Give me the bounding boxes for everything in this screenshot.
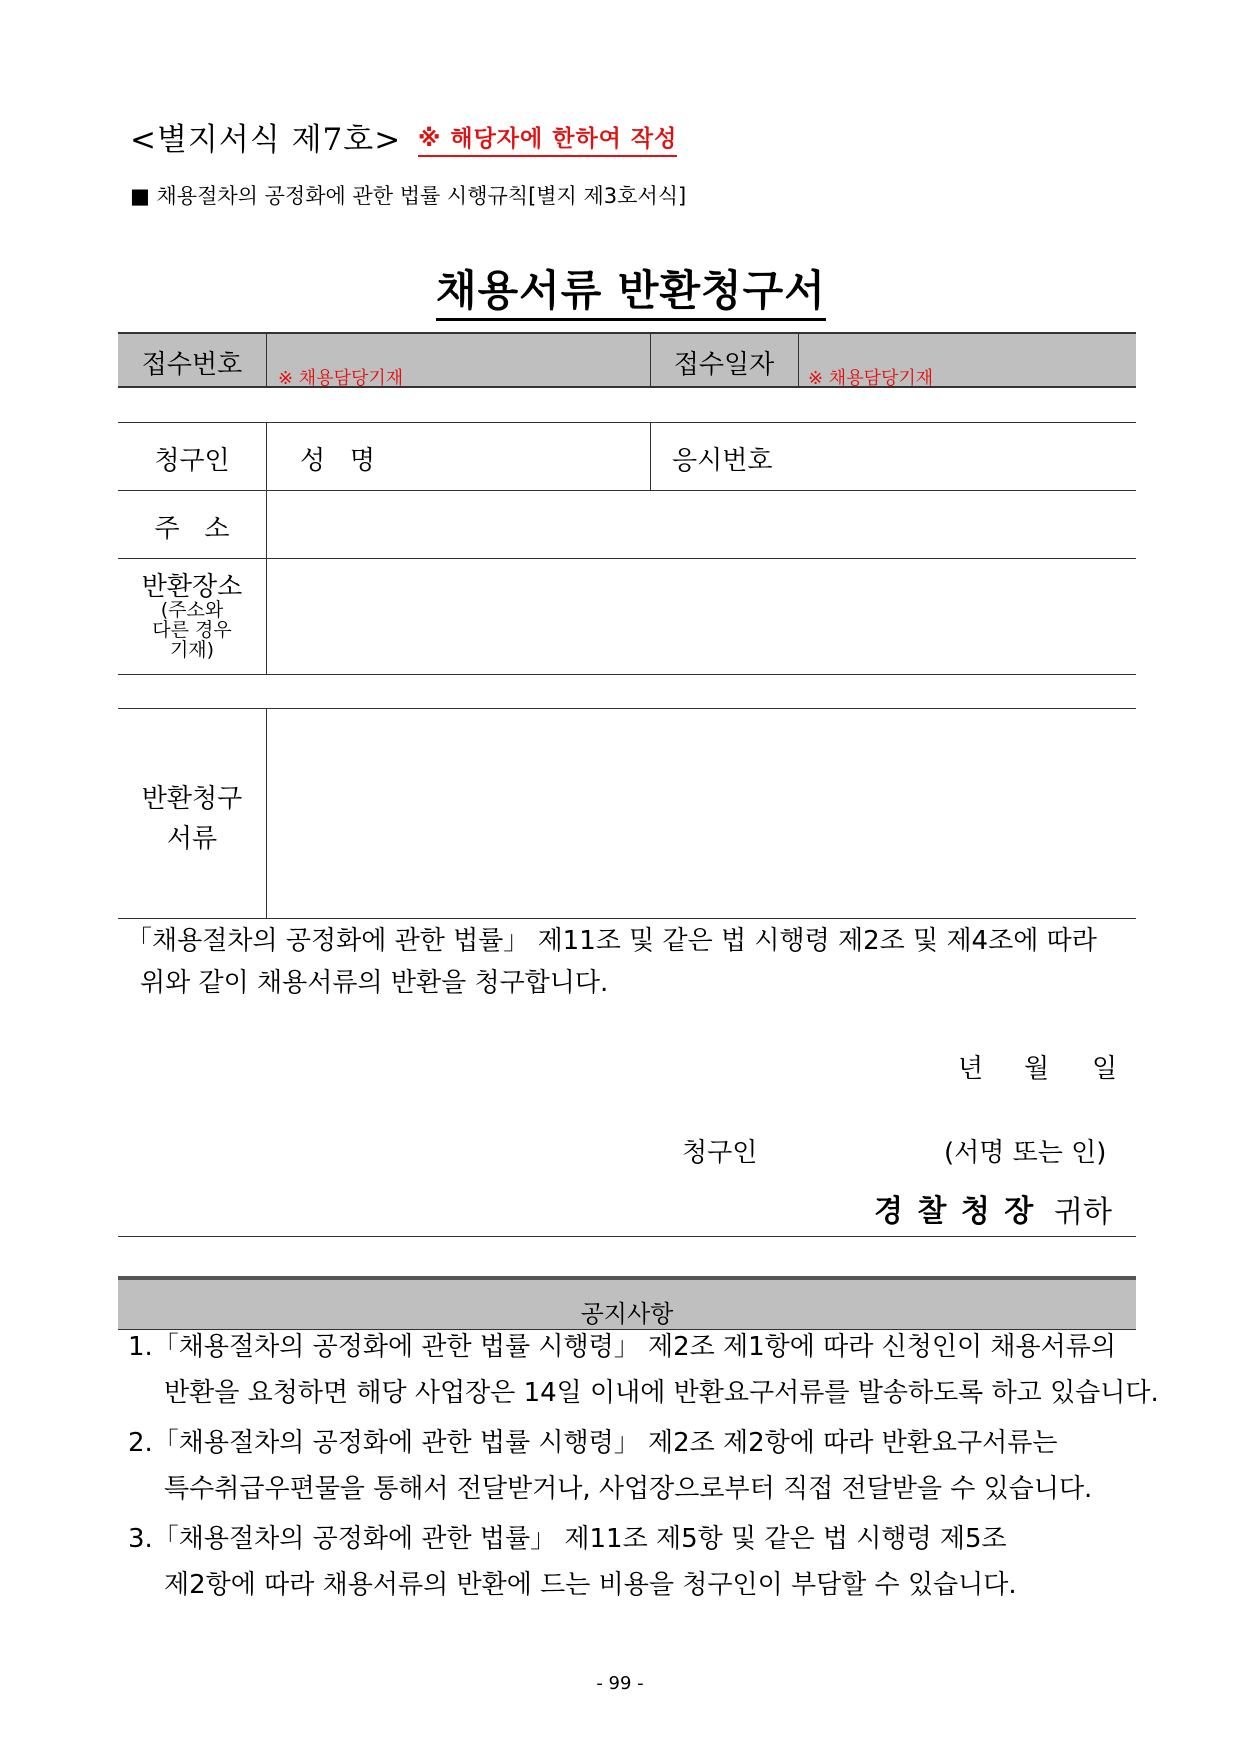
declaration-line2: 위와 같이 채용서류의 반환을 청구합니다. bbox=[140, 968, 609, 998]
notice-item-1-line2: 반환을 요청하면 해당 사업장은 14일 이내에 반환요구서류를 발송하도록 하고 있습니다. bbox=[164, 1378, 1159, 1408]
notice-header bbox=[118, 1276, 1136, 1330]
notice-title: 공지사항 bbox=[580, 1300, 674, 1328]
return-place-note-1: (주소와 bbox=[160, 599, 224, 621]
return-place-note-3: 기재) bbox=[169, 639, 215, 661]
notice-item-1-line1: 1.「채용절차의 공정화에 관한 법률 시행령」 제2조 제1항에 따라 신청인이 채용서류의 bbox=[128, 1332, 1116, 1362]
declaration-line1: 「채용절차의 공정화에 관한 법률」 제11조 및 같은 법 시행령 제2조 및 제4조에 따라 bbox=[126, 926, 1097, 956]
claimant-label: 청구인 bbox=[154, 446, 230, 476]
notice-item-2-line2: 특수취급우편물을 통해서 전달받거나, 사업장으로부터 직접 전달받을 수 있습니다. bbox=[164, 1474, 1093, 1504]
receipt-date-label: 접수일자 bbox=[673, 350, 775, 380]
exam-number-label: 응시번호 bbox=[672, 446, 773, 476]
recipient-suffix: 귀하 bbox=[1054, 1195, 1112, 1230]
notice-item-3-line1: 3.「채용절차의 공정화에 관한 법률」 제11조 제5항 및 같은 법 시행령 제5조 bbox=[128, 1524, 1007, 1554]
sign-note: (서명 또는 인) bbox=[944, 1138, 1107, 1168]
page-number: - 99 - bbox=[596, 1673, 644, 1694]
receipt-number-label: 접수번호 bbox=[141, 350, 243, 380]
address-label: 주 소 bbox=[154, 514, 230, 544]
notice-item-3-line2: 제2항에 따라 채용서류의 반환에 드는 비용을 청구인이 부담할 수 있습니다. bbox=[164, 1570, 1017, 1600]
return-place-note-2: 다른 경우 bbox=[152, 619, 232, 641]
date-year: 년 bbox=[958, 1054, 984, 1084]
receipt-row bbox=[118, 332, 1136, 388]
form-title: <별지서식 제7호> bbox=[130, 122, 402, 158]
recipient-name: 경 찰 청 장 bbox=[874, 1194, 1036, 1229]
documents-label-line1: 반환청구 bbox=[141, 784, 243, 814]
name-field-label: 성 명 bbox=[300, 446, 376, 476]
receipt-number-note: ※ 채용담당기재 bbox=[278, 368, 404, 389]
receipt-date-note: ※ 채용담당기재 bbox=[808, 368, 934, 389]
document-title: 채용서류 반환청구서 bbox=[436, 258, 826, 321]
return-place-label: 반환장소 bbox=[141, 572, 243, 602]
date-day: 일 bbox=[1092, 1054, 1118, 1084]
notice-item-2-line1: 2.「채용절차의 공정화에 관한 법률 시행령」 제2조 제2항에 따라 반환요구서류는 bbox=[128, 1428, 1058, 1458]
date-month: 월 bbox=[1024, 1054, 1050, 1084]
claimant-sign-label: 청구인 bbox=[682, 1138, 758, 1168]
documents-label-line2: 서류 bbox=[166, 824, 218, 854]
form-note: ※ 해당자에 한하여 작성 bbox=[418, 120, 677, 157]
legal-reference: ■ 채용절차의 공정화에 관한 법률 시행규칙[별지 제3호서식] bbox=[130, 184, 687, 208]
